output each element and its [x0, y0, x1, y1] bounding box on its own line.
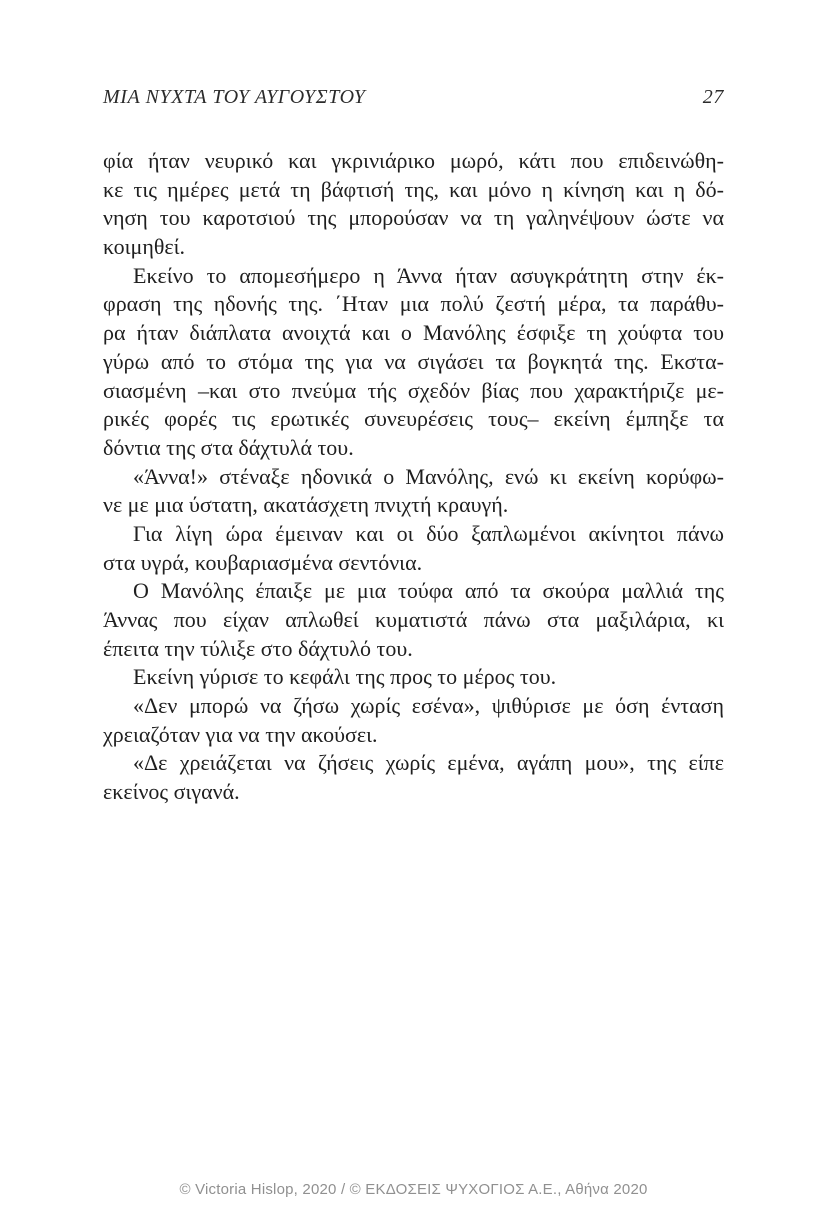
text-line: νε με μια ύστατη, ακατάσχετη πνιχτή κραυγή.	[103, 492, 509, 518]
text-line: έπειτα την τύλιξε στο δάχτυλό του.	[103, 635, 413, 661]
paragraph	[103, 577, 724, 663]
text-line: γύρω από το στόμα της για να σιγάσει τα βογκητά της. Εκστα-	[103, 348, 724, 374]
paragraph	[103, 147, 724, 262]
paragraph	[103, 463, 724, 520]
text-line: κε τις ημέρες μετά τη βάφτισή της, και μόνο η κίνηση και η δό-	[103, 176, 724, 202]
text-line: «Δε χρειάζεται να ζήσεις χωρίς εμένα, αγάπη μου», της είπε	[133, 750, 724, 776]
text-line: νηση του καροτσιού της μπορούσαν να τη γαληνέψουν ώστε να	[103, 205, 724, 231]
text-line: Εκείνο το απομεσήμερο η Άννα ήταν ασυγκράτητη στην έκ-	[133, 262, 724, 288]
text-line: Άννας που είχαν απλωθεί κυματιστά πάνω στα μαξιλάρια, κι	[103, 607, 724, 632]
text-line: ρικές φορές τις ερωτικές συνευρέσεις τους– εκείνη έμπηξε τα	[103, 406, 724, 432]
body-text	[103, 147, 724, 807]
text-line: εκείνος σιγανά.	[103, 779, 240, 805]
text-line: φραση της ηδονής της. ΄Ηταν μια πολύ ζεστή μέρα, τα παράθυ-	[103, 291, 724, 317]
text-line: στα υγρά, κουβαριασμένα σεντόνια.	[103, 549, 423, 575]
text-line: Εκείνη γύρισε το κεφάλι της προς το μέρος του.	[133, 664, 557, 690]
running-header	[103, 86, 724, 109]
text-line: δόντια της στα δάχτυλά του.	[103, 434, 354, 460]
paragraph	[103, 520, 724, 577]
text-line: Ο Μανόλης έπαιξε με μια τούφα από τα σκούρα μαλλιά της	[133, 578, 724, 604]
page-footer	[0, 1181, 827, 1198]
text-line: φία ήταν νευρικό και γκρινιάρικο μωρό, κάτι που επιδεινώθη-	[103, 148, 724, 173]
running-header-title: ΜΙΑ ΝΥΧΤΑ ΤΟΥ ΑΥΓΟΥΣΤΟΥ	[103, 86, 366, 108]
paragraph	[103, 692, 724, 749]
text-line: χρειαζόταν για να την ακούσει.	[103, 721, 378, 747]
text-line: «Δεν μπορώ να ζήσω χωρίς εσένα», ψιθύρισε με όση ένταση	[133, 693, 724, 719]
text-line: Για λίγη ώρα έμειναν και οι δύο ξαπλωμένοι ακίνητοι πάνω	[133, 520, 724, 546]
page-number: 27	[702, 86, 724, 108]
text-line: «Άννα!» στέναξε ηδονικά ο Μανόλης, ενώ κι εκείνη κορύφω-	[133, 463, 724, 489]
text-line: ρα ήταν διάπλατα ανοιχτά και ο Μανόλης έσφιξε τη χούφτα του	[103, 320, 724, 346]
paragraph	[103, 262, 724, 463]
paragraph	[103, 749, 724, 806]
text-line: σιασμένη –και στο πνεύμα τής σχεδόν βίας που χαρακτήριζε με-	[103, 377, 724, 403]
text-line: κοιμηθεί.	[103, 234, 186, 260]
copyright-line: © Victoria Hislop, 2020 / © ΕΚΔΟΣΕΙΣ ΨΥΧΟΓΙΟΣ Α.Ε., Αθήνα 2020	[179, 1181, 648, 1198]
paragraph	[103, 663, 724, 692]
